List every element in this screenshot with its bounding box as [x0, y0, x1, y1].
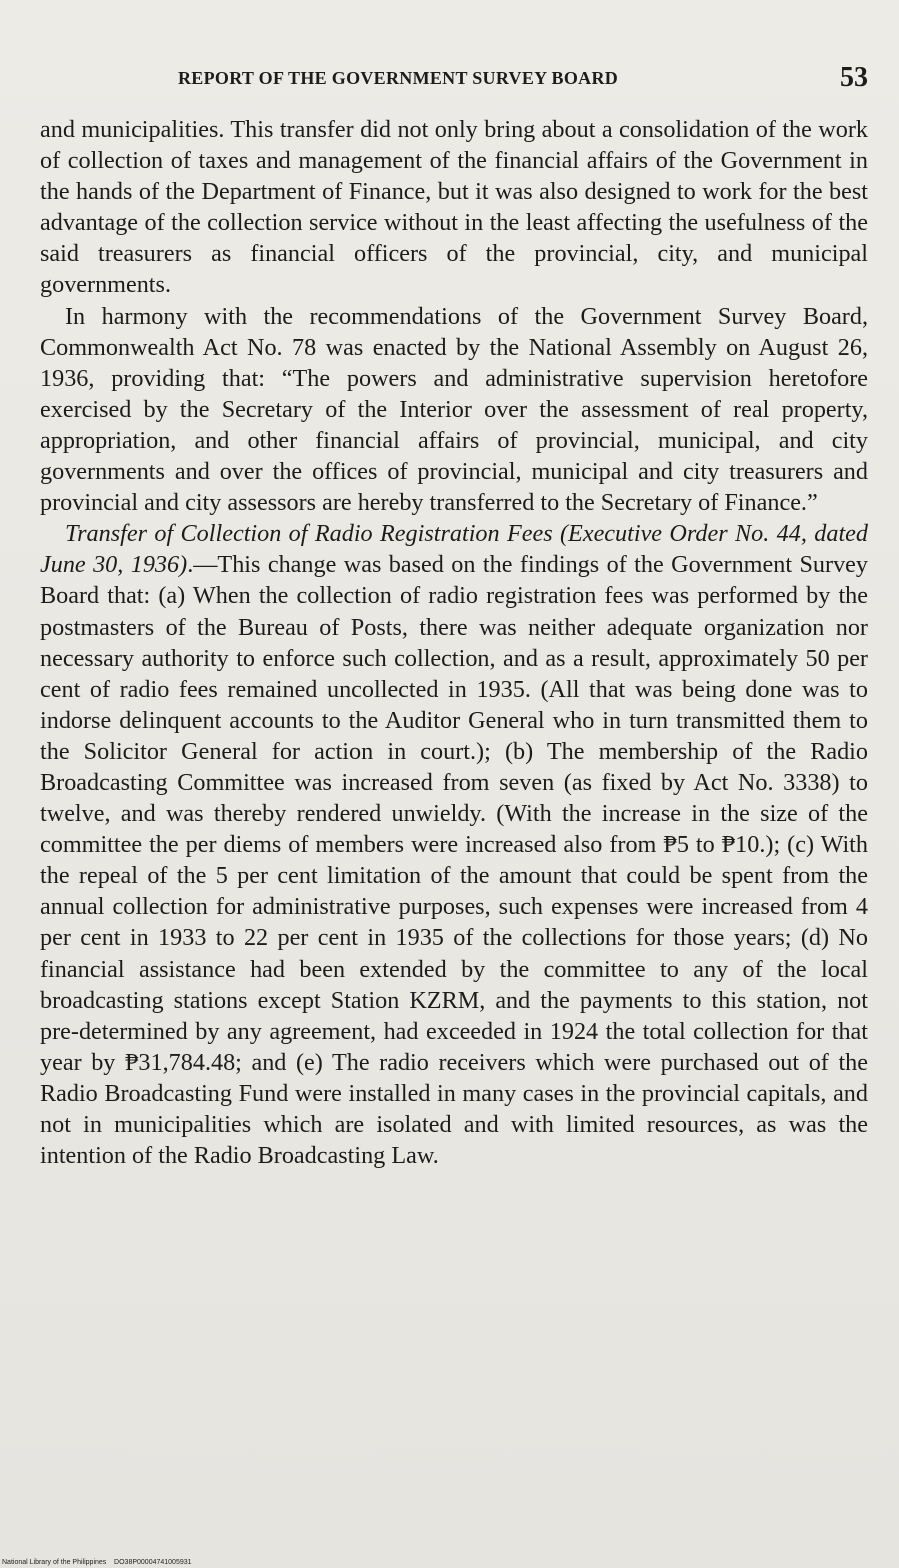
- paragraph-continuation: and municipalities. This transfer did not only bring about a consolidation of the work of collection of taxes and management of the financial affairs of the Government in the hands of the Department of Finance, but it was also designed to work for the best advantage of the collection service without in the least affecting the usefulness of the said treasurers as financial officers of the provincial, city, and municipal governments.: [40, 116, 868, 299]
- section-heading: Transfer of Collection of Radio Registration Fees (Executive Order No. 44, dated June 30, 1936): [40, 520, 868, 579]
- page-header: [178, 62, 868, 98]
- paragraph-radio-fees: [40, 518, 868, 1171]
- paragraph-commonwealth-act: In harmony with the recommendations of the Government Survey Board, Commonwealth Act No. 78 was enacted by the National Assembly on August 26, 1936, providing that: “The powers and administrative supervision heretofore exercised by the Secretary of the Interior over the assessment of real property, appropriation, and other financial affairs of provincial, municipal, and city governments and over the offices of provincial, municipal and city treasurers and provincial and city assessors are hereby transferred to the Secretary of Finance.”: [40, 302, 868, 517]
- page-number: 53: [840, 62, 868, 93]
- paragraph-radio-fees-body: .—This change was based on the findings of the Government Survey Board that: (a) When the collection of radio registration fees was performed by the postmasters of the Bureau of Posts, there was neither adequate organization nor necessary authority to enforce such collection, and as a result, approximately 50 per cent of radio fees remained uncollected in 1935. (All that was being done was to indorse delinquent accounts to the Auditor General who in turn transmitted them to the Solicitor General for action in court.); (b) The membership of the Radio Broadcasting Committee was increased from seven (as fixed by Act No. 3338) to twelve, and was thereby rendered unwieldy. (With the increase in the size of the committee the per diems of members were increased also from ₱5 to ₱10.); (c) With the repeal of the 5 per cent limitation of the amount that could be spent from the annual collection for administrative purposes, such expenses were increased from 4 per cent in 1933 to 22 per cent in 1935 of the collections for those years; (d) No financial assistance had been extended by the committee to any of the local broadcasting stations except Station KZRM, and the payments to this station, not pre-determined by any agreement, had exceeded in 1924 the total collection for that year by ₱31,784.48; and (e) The radio receivers which were purchased out of the Radio Broadcasting Fund were installed in many cases in the provincial capitals, and not in municipalities which are isolated and with limited resources, as was the intention of the Radio Broadcasting Law.: [40, 551, 868, 1170]
- body-text: [40, 114, 868, 1171]
- scan-credit: National Library of the Philippines DO38P00004741005931: [2, 1559, 192, 1566]
- running-head: REPORT OF THE GOVERNMENT SURVEY BOARD: [178, 68, 619, 88]
